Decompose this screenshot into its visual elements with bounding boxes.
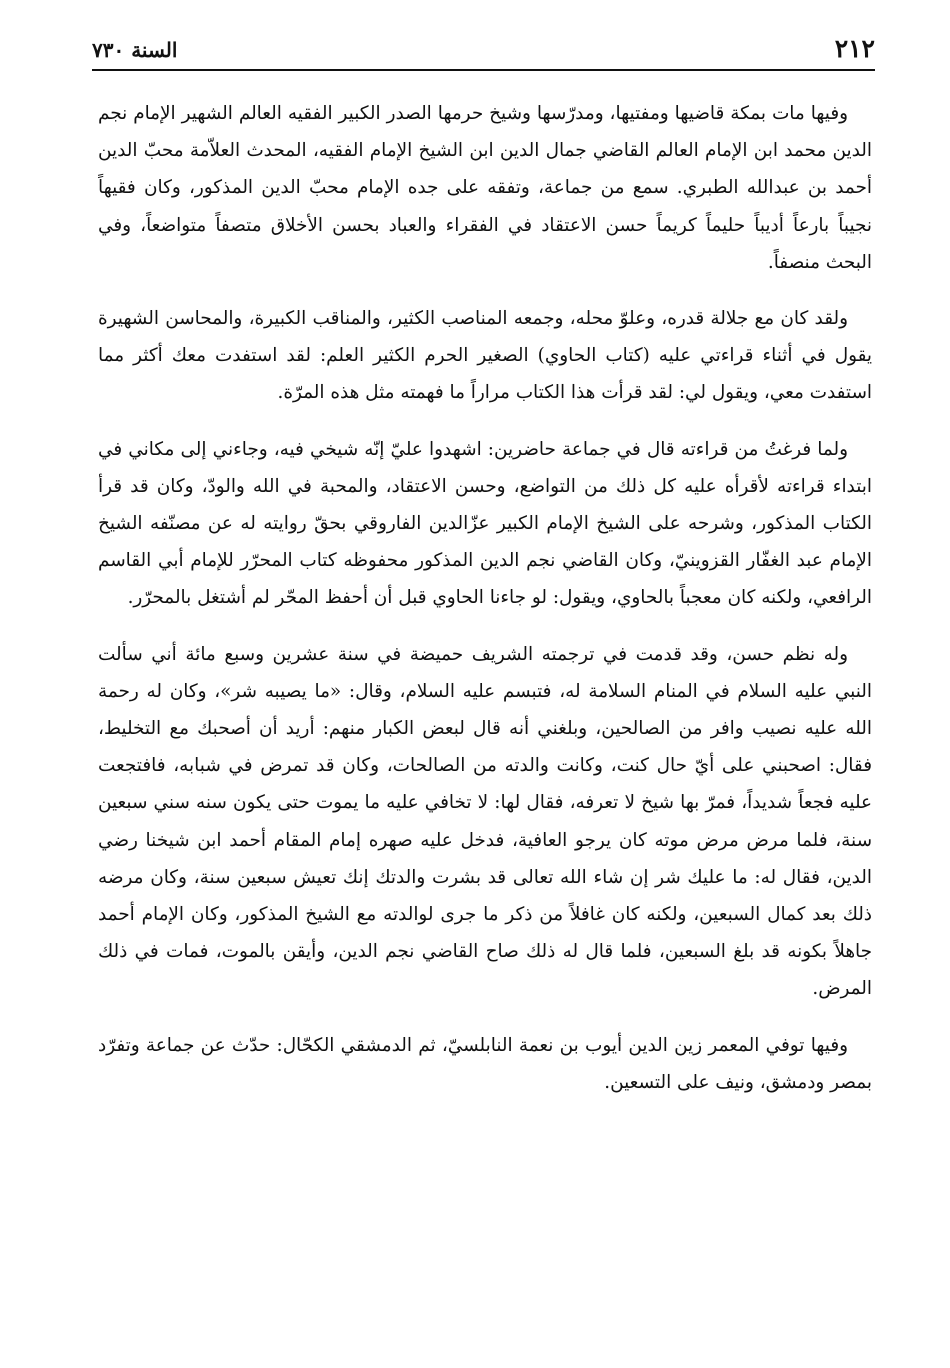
paragraph-1: وفيها مات بمكة قاضيها ومفتيها، ومدرّسها وشيخ حرمها الصدر الكبير الفقيه العالم الشهير الإمام نجم الدين محمد ابن الإمام العالم القاضي جمال الدين ابن الشيخ الإمام الفقيه، المحدث العلاّمة محبّ الدين أحمد بن عبدالله الطبري. سمع من جماعة، وتفقه على جده الإمام محبّ الدين المذكور، وكان فقيهاً نجيباً بارعاً أديباً حليماً كريماً حسن الاعتقاد في الفقراء والعباد بحسن الأخلاق متصفاً متواضعاً، وفي البحث منصفاً. (98, 103, 872, 273)
header-rule (92, 69, 875, 71)
running-head-year: السنة ٧٣٠ (92, 38, 178, 62)
body-text (98, 95, 872, 1101)
paragraph-3: ولما فرغتُ من قراءته قال في جماعة حاضرين: اشهدوا عليّ إنّه شيخي فيه، وجاءني إلى مكاني في ابتداء قراءته لأقرأه عليه كل ذلك من التواضع، وحسن الاعتقاد، والمحبة في الله والودّ، وكان قد قرأ الكتاب المذكور، وشرحه على الشيخ الإمام الكبير عزّالدين الفاروقي بحقّ روايته له عن مصنّفه الشيخ الإمام عبد الغفّار القزوينيّ، وكان القاضي نجم الدين المذكور محفوظه كتاب المحرّر للإمام أبي القاسم الرافعي، ولكنه كان معجباً بالحاوي، ويقول: لو جاءنا الحاوي قبل أن أحفظ المحّر لم أشتغل بالمحرّر. (98, 438, 872, 609)
paragraph-4: وله نظم حسن، وقد قدمت في ترجمته الشريف حميضة في سنة عشرين وسبع مائة أني سألت النبي عليه السلام في المنام السلامة له، فتبسم عليه السلام، وقال: «ما يصيبه شر»، وكان له رحمة الله عليه نصيب وافر من الصالحين، وبلغني أنه قال لبعض الكبار منهم: أريد أن أصحبك مع التخليط، فقال: اصحبني على أيّ حال كنت، وكانت والدته من الصالحات، وكان قد تمرض في شبابه، فافتجعت عليه فجعاً شديداً، فمرّ بها شيخ لا تعرفه، فقال لها: لا تخافي عليه ما يموت حتى يكون سنه سني سبعين سنة، فلما مرض مرض موته كان يرجو العافية، فدخل عليه صهره إمام المقام أحمد ابن شيخنا رضي الدين، فقال له: ما عليك شر إن شاء الله تعالى قد بشرت والدتك إنك تعيش سبعين سنة، وكان مرضه ذلك بعد كمال السبعين، ولكنه كان غافلاً من ذكر ما جرى لوالدته مع الشيخ المذكور، وكان الإمام أحمد جاهلاً بكونه قد بلغ السبعين، فلما قال له ذلك صاح القاضي نجم الدين، وأيقن بالموت، فمات في ذلك المرض. (98, 643, 872, 1000)
page-header (92, 30, 875, 70)
paragraph-2: ولقد كان مع جلالة قدره، وعلوّ محله، وجمعه المناصب الكثير، والمناقب الكبيرة، والمحاسن الشهيرة يقول في أثناء قراءتي عليه (كتاب الحاوي) الصغير الحرم الكثير العلم: لقد استفدت معك أكثر مما استفدت معي، ويقول لي: لقد قرأت هذا الكتاب مراراً ما فهمته مثل هذه المرّة. (98, 308, 872, 404)
page-number: ٢١٢ (834, 34, 875, 63)
paragraph-5: وفيها توفي المعمر زين الدين أيوب بن نعمة النابلسيّ، ثم الدمشقي الكحّال: حدّث عن جماعة وتفرّد بمصر ودمشق، ونيف على التسعين. (98, 1034, 872, 1093)
